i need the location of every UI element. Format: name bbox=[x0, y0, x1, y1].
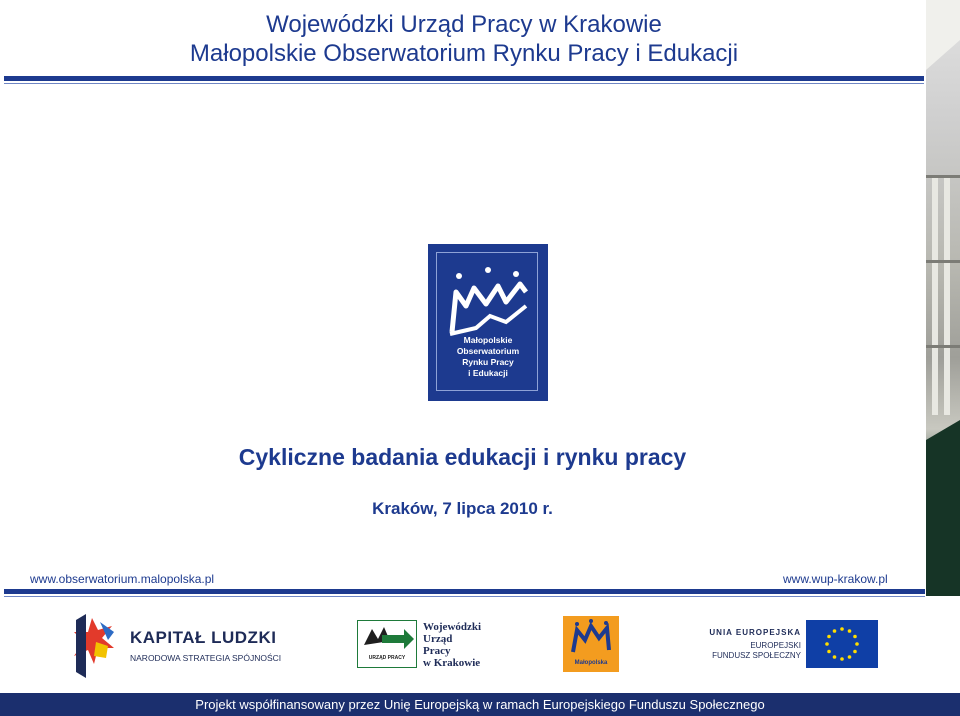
wup-line-2: Urząd bbox=[423, 633, 453, 645]
eu-star-icon bbox=[827, 650, 831, 654]
building-photo-graphic bbox=[926, 0, 960, 596]
observatory-website-link[interactable]: www.obserwatorium.malopolska.pl bbox=[30, 572, 215, 586]
observatory-crown-icon bbox=[446, 262, 530, 340]
observatory-logo-line-2: Obserwatorium bbox=[456, 346, 520, 356]
header-subtitle: Małopolskie Obserwatorium Rynku Pracy i Edukacji bbox=[189, 40, 739, 67]
footer-divider bbox=[4, 589, 925, 594]
presentation-date: Kraków, 7 lipca 2010 r. bbox=[372, 499, 553, 518]
eu-logo bbox=[705, 620, 880, 672]
eu-star-icon bbox=[855, 642, 859, 646]
eu-star-icon bbox=[827, 635, 831, 639]
kapital-ludzki-subtitle: NARODOWA STRATEGIA SPÓJNOŚCI bbox=[130, 653, 282, 663]
building-photo-strip bbox=[926, 0, 960, 596]
eu-star-icon bbox=[853, 650, 857, 654]
wup-arrow-icon bbox=[358, 621, 416, 655]
header-divider-thin bbox=[4, 83, 924, 84]
eu-star-icon bbox=[848, 629, 852, 633]
eu-star-icon bbox=[833, 655, 837, 659]
eu-line-3: FUNDUSZ SPOŁECZNY bbox=[712, 651, 801, 660]
eu-star-icon bbox=[840, 657, 844, 661]
wup-website-link[interactable]: www.wup-krakow.pl bbox=[783, 572, 888, 586]
eu-line-2: EUROPEJSKI bbox=[750, 641, 801, 650]
eu-star-icon bbox=[848, 655, 852, 659]
observatory-logo-line-3: Rynku Pracy bbox=[462, 357, 514, 367]
kapital-ludzki-star-icon bbox=[70, 612, 126, 682]
malopolska-crown-icon bbox=[563, 616, 619, 660]
wup-line-4: w Krakowie bbox=[423, 657, 481, 669]
wup-logo-box bbox=[357, 620, 417, 668]
wup-line-3: Pracy bbox=[423, 645, 451, 657]
eu-star-icon bbox=[833, 629, 837, 633]
eu-line-1: UNIA EUROPEJSKA bbox=[709, 628, 801, 637]
eu-star-icon bbox=[825, 642, 829, 646]
observatory-logo bbox=[428, 244, 548, 401]
footer-funding-text: Projekt współfinansowany przez Unię Europejską w ramach Europejskiego Funduszu Społecznego bbox=[195, 697, 765, 712]
wup-logo bbox=[357, 620, 487, 670]
header-divider bbox=[4, 76, 924, 81]
eu-flag-icon bbox=[806, 620, 878, 668]
kapital-ludzki-title: KAPITAŁ LUDZKI bbox=[130, 628, 277, 647]
observatory-logo-line-1: Małopolskie bbox=[463, 335, 513, 345]
malopolska-logo bbox=[563, 616, 619, 672]
eu-star-icon bbox=[840, 627, 844, 631]
header-title: Wojewódzki Urząd Pracy w Krakowie bbox=[266, 11, 662, 38]
observatory-logo-line-4: i Edukacji bbox=[468, 368, 508, 378]
presentation-title: Cykliczne badania edukacji i rynku pracy bbox=[238, 444, 687, 470]
eu-star-icon bbox=[853, 635, 857, 639]
footer-divider-thin bbox=[4, 596, 925, 597]
wup-box-label: URZĄD PRACY bbox=[368, 655, 406, 661]
kapital-ludzki-logo bbox=[70, 612, 290, 682]
eu-flag-stars bbox=[806, 620, 878, 668]
wup-line-1: Wojewódzki bbox=[423, 621, 482, 633]
malopolska-label: Małopolska bbox=[574, 660, 608, 666]
